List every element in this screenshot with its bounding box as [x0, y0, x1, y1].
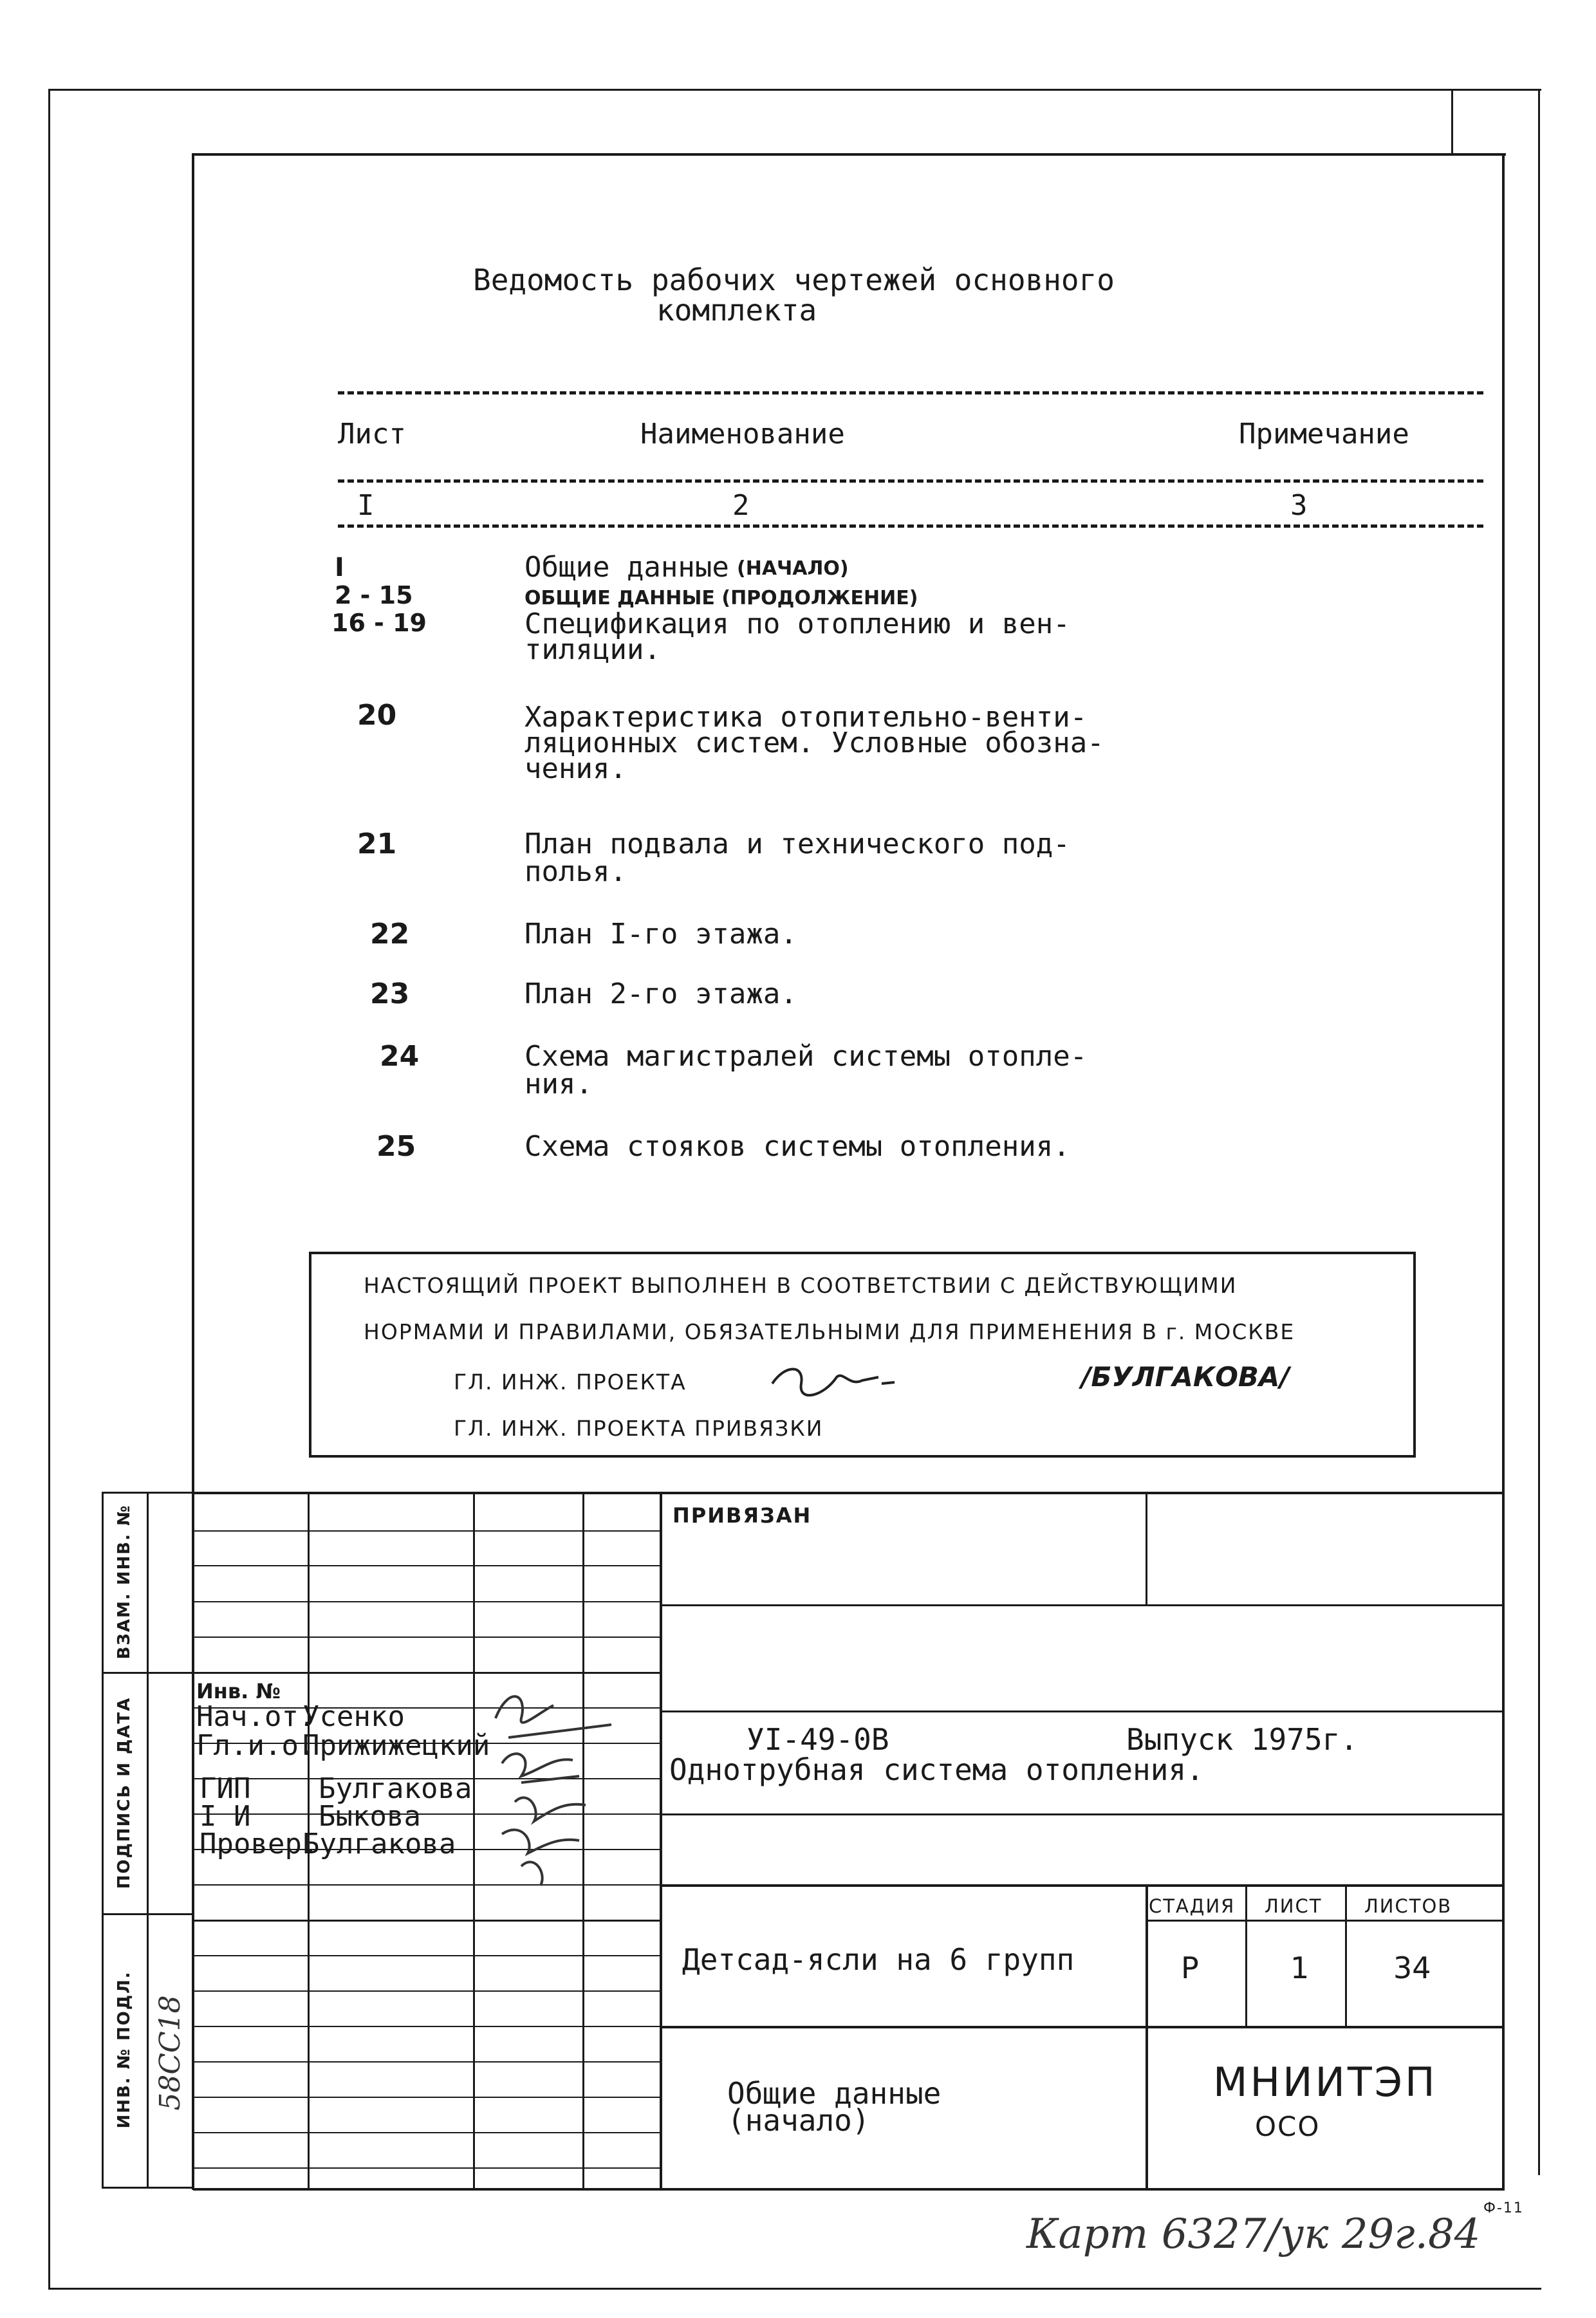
row-name: Общие данные — [524, 551, 729, 584]
col-header-sheet: Лист — [338, 418, 406, 450]
col-number-1: I — [357, 489, 375, 522]
col-header-name: Наименование — [640, 418, 845, 450]
stamp-inv-number-label: Инв. № — [196, 1679, 281, 1703]
stamp-right-row — [660, 1604, 1503, 1606]
document-title-line1: Ведомость рабочих чертежей основного — [473, 263, 1115, 297]
stamp-right-row — [660, 1813, 1503, 1815]
staff-signatures — [483, 1680, 676, 1892]
binding-engineer-label: ГЛ. ИНЖ. ПРОЕКТА ПРИВЯЗКИ — [454, 1416, 824, 1441]
sheet-title-line1: Общие данные — [727, 2076, 942, 2111]
row-name: ния. — [524, 1068, 593, 1100]
organization-subdivision: ОСО — [1255, 2111, 1321, 2142]
stamp-top-border — [193, 1492, 1503, 1494]
side-column-sep2 — [102, 1913, 193, 1915]
stamp-vline-2 — [473, 1492, 475, 2188]
side-inventory-number: 58СС18 — [154, 1995, 187, 2111]
stamp-left-row — [193, 1601, 660, 1602]
notice-line2: НОРМАМИ И ПРАВИЛАМИ, ОБЯЗАТЕЛЬНЫМИ ДЛЯ ПРИМЕНЕНИЯ В г. МОСКВЕ — [364, 1319, 1295, 1344]
row-sheet-number: 20 — [357, 699, 397, 732]
organization-name: МНИИТЭП — [1213, 2059, 1438, 2106]
form-number: Ф-11 — [1483, 2200, 1524, 2216]
stage-value: Р — [1181, 1951, 1199, 1985]
row-name: Схема магистралей системы отопле- — [524, 1040, 1088, 1073]
outer-frame-top — [48, 89, 1541, 91]
row-name: ляционных систем. Условные обозна- — [524, 727, 1104, 759]
stamp-left-row — [193, 1955, 660, 1956]
staff-role: Гл.и.о. — [196, 1729, 316, 1762]
stamp-left-row — [193, 2132, 660, 2133]
chief-engineer-signature — [766, 1358, 901, 1403]
stamp-right-row — [660, 2026, 1503, 2028]
stamp-stage-col2 — [1345, 1884, 1347, 2027]
notice-line1: НАСТОЯЩИЙ ПРОЕКТ ВЫПОЛНЕН В СООТВЕТСТВИИ С ДЕЙСТВУЮЩИМИ — [364, 1273, 1238, 1298]
staff-name: Булгакова — [319, 1772, 472, 1805]
outer-frame-bottom — [48, 2288, 1541, 2290]
project-system: Однотрубная система отопления. — [669, 1752, 1204, 1787]
inner-frame-bottom — [193, 2188, 1505, 2191]
stamp-left-row — [193, 1990, 660, 1992]
stamp-left-row — [193, 2061, 660, 2063]
outer-frame-left — [48, 89, 50, 2290]
header-divider-bottom — [338, 524, 1483, 528]
stamp-info-divider — [1146, 1884, 1148, 2188]
stamp-right-row — [660, 1884, 1503, 1887]
stamp-left-row — [193, 1530, 660, 1532]
row-sheet-number: 25 — [376, 1130, 416, 1163]
sheets-value: 34 — [1393, 1951, 1431, 1985]
project-issue: Выпуск 1975г. — [1126, 1722, 1359, 1757]
row-sheet-number: 21 — [357, 828, 397, 860]
header-divider-top — [338, 391, 1483, 394]
row-name: План 2-го этажа. — [524, 978, 797, 1010]
staff-name: Быкова — [319, 1800, 421, 1833]
row-name: Характеристика отопительно-венти- — [524, 701, 1088, 734]
row-name: полья. — [524, 855, 627, 888]
sheet-value: 1 — [1290, 1951, 1310, 1985]
stamp-binding-label: ПРИВЯЗАН — [673, 1503, 812, 1528]
side-label-replace-inv: ВЗАМ. ИНВ. № — [115, 1504, 134, 1660]
staff-name: Булгакова — [302, 1828, 456, 1860]
side-column-left — [102, 1492, 104, 2188]
chief-engineer-name: /БУЛГАКОВА/ — [1081, 1361, 1290, 1393]
frame-right-outer — [1451, 90, 1453, 154]
stamp-left-row — [193, 2026, 660, 2027]
inner-frame-top — [193, 153, 1506, 156]
building-name: Детсад-ясли на 6 групп — [682, 1942, 1075, 1977]
document-title-line2: комплекта — [656, 293, 817, 328]
side-column-top — [102, 1492, 193, 1494]
stamp-left-row — [193, 2097, 660, 2098]
stamp-left-row — [193, 1565, 660, 1566]
chief-engineer-label: ГЛ. ИНЖ. ПРОЕКТА — [454, 1369, 687, 1395]
row-name-extra: (НАЧАЛО) — [737, 557, 849, 580]
row-sheet-number: 23 — [370, 978, 410, 1010]
staff-name: Усенко — [302, 1700, 405, 1733]
row-sheet-number: I — [335, 553, 344, 582]
row-sheet-number: 24 — [380, 1040, 420, 1073]
project-code: УI-49-0В — [747, 1722, 889, 1757]
row-sheet-number: 2 - 15 — [335, 581, 413, 609]
row-name: План подвала и технического под- — [524, 828, 1070, 860]
stamp-left-row — [193, 1672, 660, 1674]
side-label-inv-orig: ИНВ. № ПОДЛ. — [115, 1970, 134, 2129]
stamp-left-row — [193, 1637, 660, 1638]
stage-label: СТАДИЯ — [1149, 1895, 1236, 1917]
row-name: Спецификация по отоплению и вен- — [524, 607, 1070, 640]
staff-role: ГИП — [200, 1772, 251, 1805]
row-name: тиляции. — [524, 633, 661, 666]
sheets-label: ЛИСТОВ — [1364, 1895, 1452, 1917]
header-divider-middle — [338, 479, 1483, 483]
row-name: ОБЩИЕ ДАННЫЕ (ПРОДОЛЖЕНИЕ) — [524, 587, 918, 609]
stamp-stage-row — [1146, 1920, 1503, 1922]
stamp-right-row — [660, 1711, 1503, 1712]
col-number-2: 2 — [732, 489, 750, 522]
sheet-title-line2: (начало) — [727, 2103, 870, 2138]
col-number-3: 3 — [1290, 489, 1308, 522]
row-name: чения. — [524, 752, 627, 785]
stamp-left-row — [193, 2167, 660, 2169]
staff-role: Провер. — [200, 1828, 319, 1860]
row-sheet-number: 16 - 19 — [331, 609, 427, 637]
stamp-binding-divider — [1146, 1492, 1147, 1606]
row-name: Схема стояков системы отопления. — [524, 1130, 1070, 1163]
row-sheet-number: 22 — [370, 918, 410, 950]
stamp-left-row — [193, 1920, 660, 1922]
side-column-bottom — [102, 2187, 193, 2189]
archive-note: Карт 6327/ук 29г.84 — [1026, 2211, 1481, 2258]
col-header-note: Примечание — [1239, 418, 1409, 450]
sheet-label: ЛИСТ — [1265, 1895, 1322, 1917]
staff-role: I И — [200, 1800, 251, 1833]
row-name: План I-го этажа. — [524, 918, 797, 950]
frame-right-edge — [1538, 90, 1540, 2175]
side-column-mid — [147, 1492, 149, 2188]
stamp-stage-col1 — [1245, 1884, 1247, 2027]
side-column-sep1 — [102, 1672, 193, 1674]
staff-role: Нач.от. — [196, 1700, 316, 1733]
staff-name: Прижижецкий — [302, 1729, 490, 1762]
side-label-sign-date: ПОДПИСЬ И ДАТА — [115, 1696, 134, 1889]
